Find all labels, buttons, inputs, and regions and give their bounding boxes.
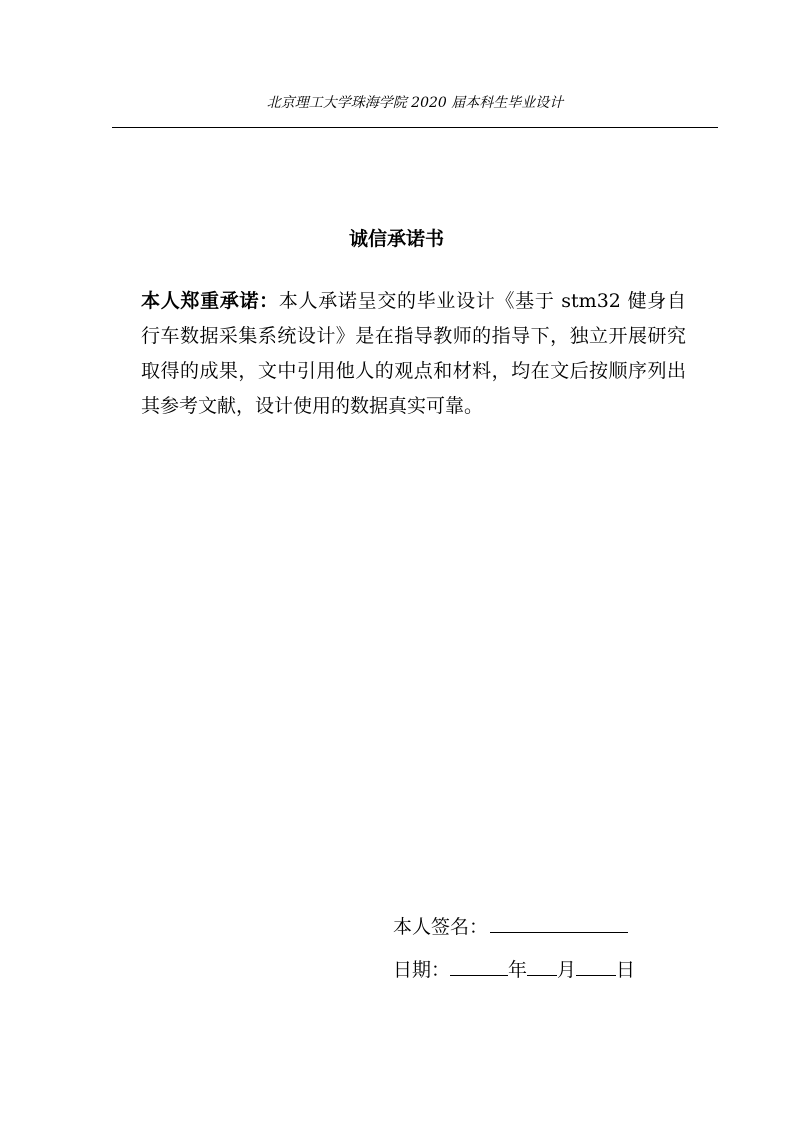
month-label: 月 bbox=[557, 959, 577, 981]
header-divider bbox=[112, 127, 718, 128]
pledge-body: 本人承诺呈交的毕业设计《基于 stm32 健身自行车数据采集系统设计》是在指导教师的指导下，独立开展研究取得的成果，文中引用他人的观点和材料，均在文后按顺序列出其参考文献，设计使用的数据真实可靠。 bbox=[141, 290, 686, 417]
signature-label: 本人签名： bbox=[393, 916, 489, 938]
date-row bbox=[393, 955, 635, 982]
pledge-lead: 本人郑重承诺： bbox=[141, 290, 279, 312]
day-label: 日 bbox=[616, 959, 636, 981]
document-title: 诚信承诺书 bbox=[348, 228, 444, 250]
day-blank[interactable] bbox=[576, 957, 616, 976]
page-header: 北京理工大学珠海学院 2020 届本科生毕业设计 bbox=[266, 95, 564, 111]
year-blank[interactable] bbox=[450, 957, 508, 976]
signature-row bbox=[393, 912, 628, 939]
date-label: 日期： bbox=[393, 959, 451, 981]
signature-blank[interactable] bbox=[490, 914, 628, 933]
month-blank[interactable] bbox=[527, 957, 557, 976]
pledge-paragraph bbox=[141, 284, 686, 424]
year-label: 年 bbox=[508, 959, 528, 981]
